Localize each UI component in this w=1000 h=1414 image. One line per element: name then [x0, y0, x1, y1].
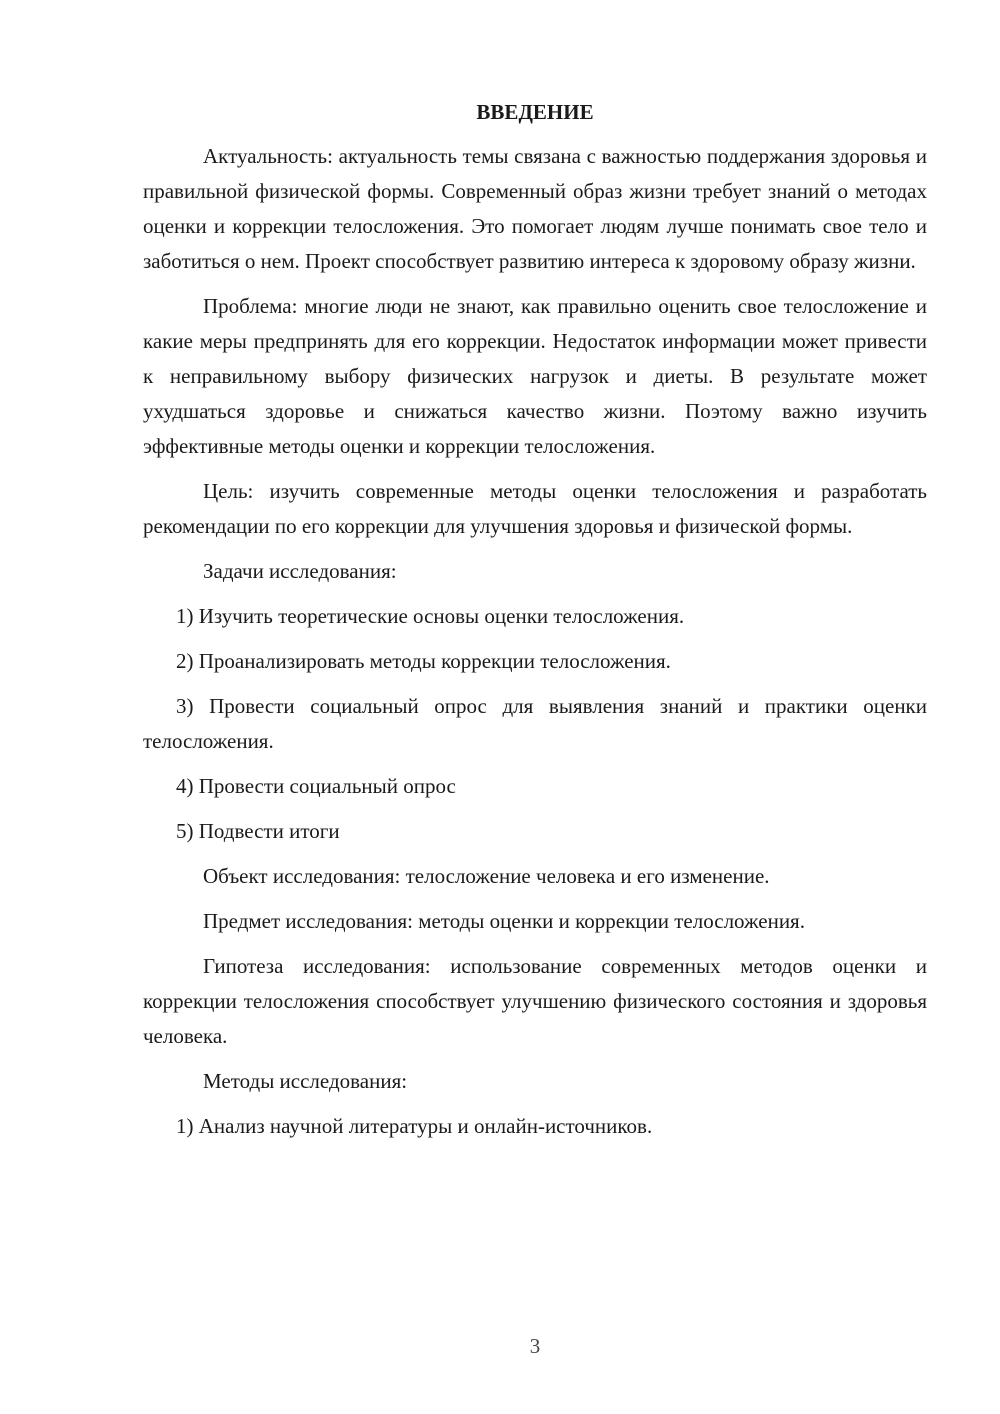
- task-item-1: 1) Изучить теоретические основы оценки телосложения.: [176, 604, 685, 628]
- page-content: [143, 95, 927, 1154]
- task-item-2: 2) Проанализировать методы коррекции телосложения.: [176, 649, 671, 673]
- method-item-1: 1) Анализ научной литературы и онлайн-источников.: [176, 1114, 653, 1138]
- paragraph-relevance: Актуальность: актуальность темы связана с важностью поддержания здоровья и правильной физической формы. Современный образ жизни требует знаний о методах оценки и коррекции телосложения. Это помогает людям лучше понимать свое тело и заботиться о нем. Проект способствует развитию интереса к здоровому образу жизни.: [143, 144, 927, 273]
- task-item-4: 4) Провести социальный опрос: [176, 774, 456, 798]
- paragraph-problem: Проблема: многие люди не знают, как правильно оценить свое телосложение и какие меры предпринять для его коррекции. Недостаток информации может привести к неправильному выбору физических нагрузок и диеты. В результате может ухудшаться здоровье и снижаться качество жизни. Поэтому важно изучить эффективные методы оценки и коррекции телосложения.: [143, 294, 927, 458]
- paragraph-object: Объект исследования: телосложение человека и его изменение.: [203, 864, 770, 888]
- paragraph-methods-heading: Методы исследования:: [203, 1069, 408, 1093]
- section-title: ВВЕДЕНИЕ: [476, 100, 594, 124]
- paragraph-tasks-heading: Задачи исследования:: [203, 559, 397, 583]
- page-number: 3: [529, 1334, 541, 1358]
- paragraph-goal: Цель: изучить современные методы оценки телосложения и разработать рекомендации по его коррекции для улучшения здоровья и физической формы.: [143, 479, 927, 538]
- task-item-3: 3) Провести социальный опрос для выявления знаний и практики оценки телосложения.: [143, 694, 927, 753]
- paragraph-subject: Предмет исследования: методы оценки и коррекции телосложения.: [203, 909, 805, 933]
- paragraph-hypothesis: Гипотеза исследования: использование современных методов оценки и коррекции телосложения способствует улучшению физического состояния и здоровья человека.: [143, 954, 927, 1048]
- task-item-5: 5) Подвести итоги: [176, 819, 340, 843]
